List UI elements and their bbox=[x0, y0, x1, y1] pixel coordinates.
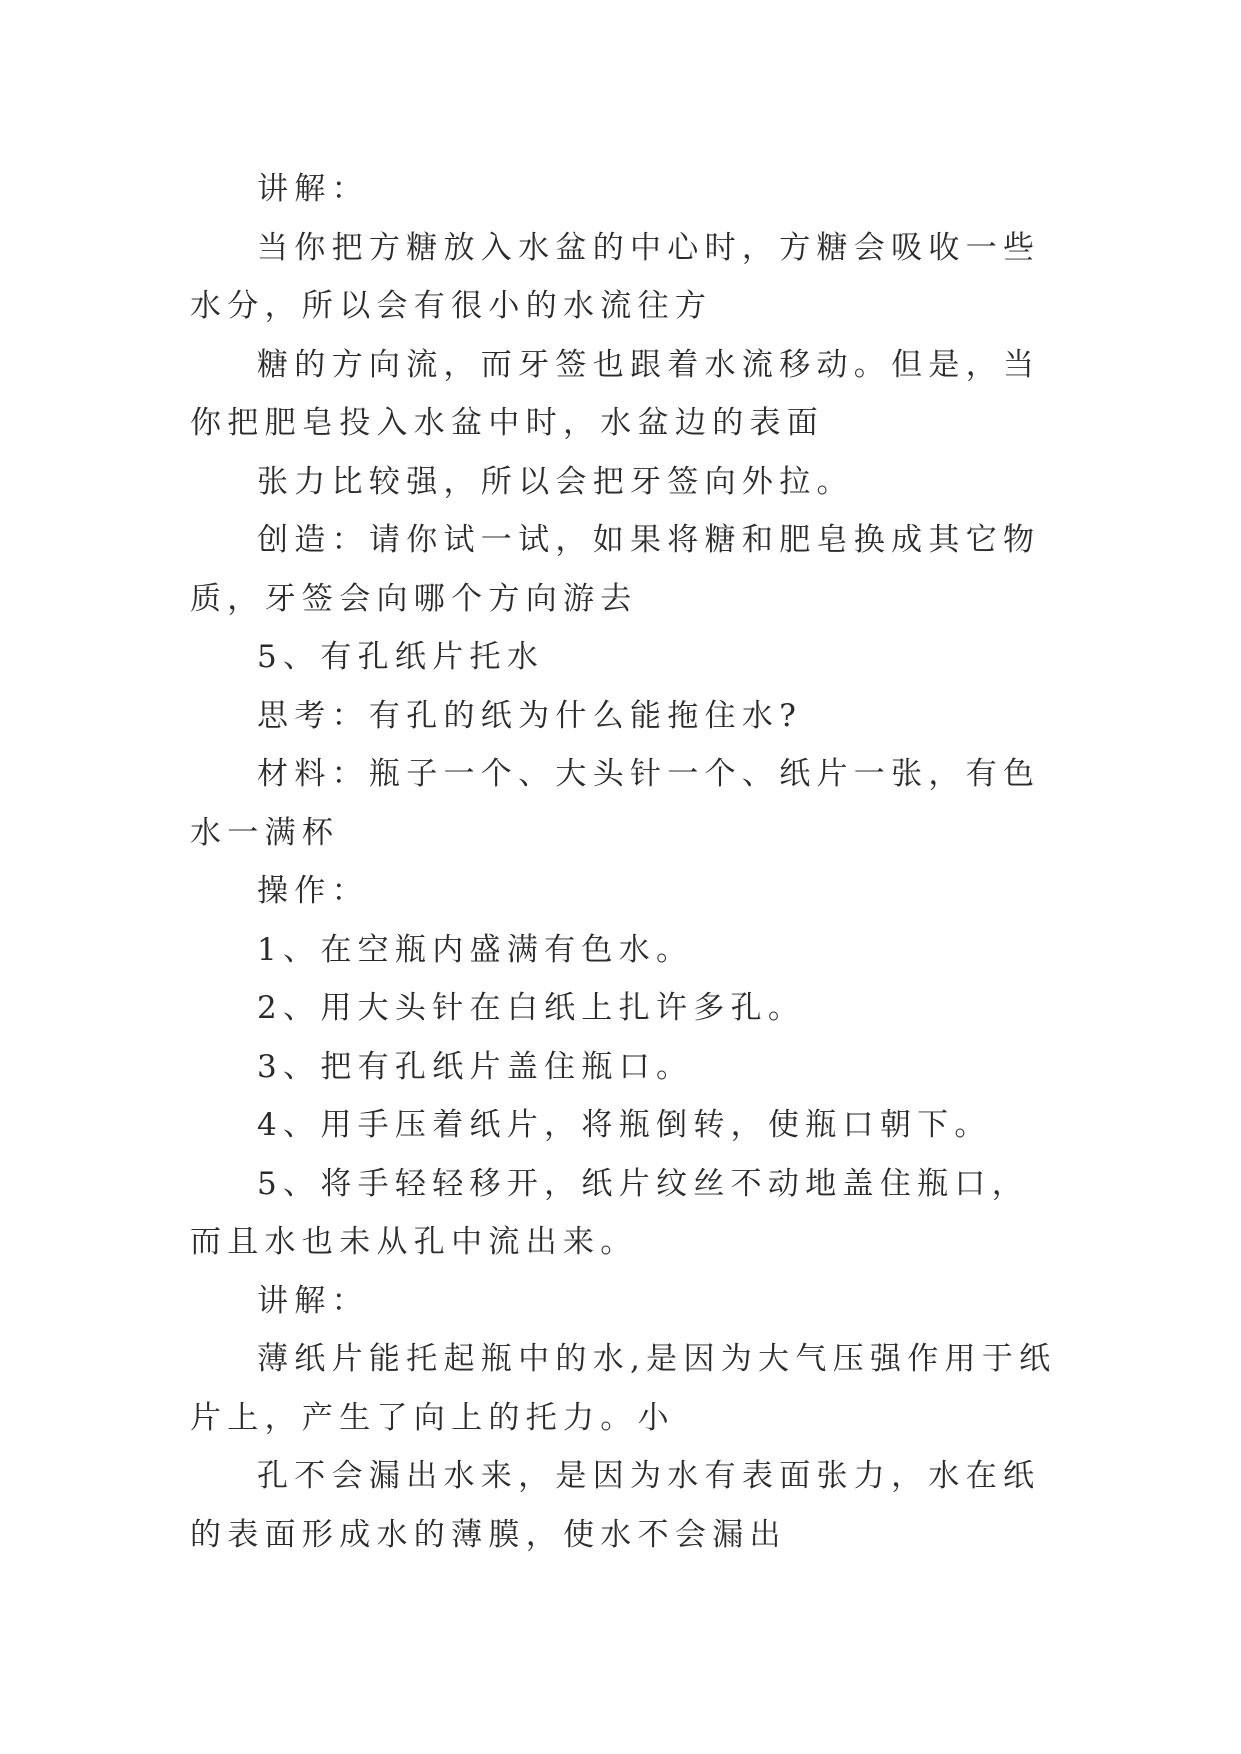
paragraph-explanation-heading-2: 讲解： bbox=[257, 1282, 369, 1319]
paragraph-step-1: 1、在空瓶内盛满有色水。 bbox=[257, 931, 694, 968]
paragraph-surface-tension-explanation: 孔不会漏出水来，是因为水有表面张力，水在纸的表面形成水的薄膜，使水不会漏出 bbox=[190, 1458, 1041, 1553]
paragraph-sugar-explanation: 当你把方糖放入水盆的中心时，方糖会吸收一些水分，所以会有很小的水流往方 bbox=[190, 229, 1041, 324]
paragraph-operation-heading: 操作： bbox=[257, 873, 369, 909]
paragraph-tension-explanation: 张力比较强，所以会把牙签向外拉。 bbox=[257, 463, 854, 500]
paragraph-explanation-heading-1: 讲解： bbox=[257, 171, 369, 207]
document-body bbox=[190, 160, 1060, 1564]
paragraph-soap-explanation: 糖的方向流，而牙签也跟着水流移动。但是，当你把肥皂投入水盆中时，水盆边的表面 bbox=[190, 346, 1041, 441]
paragraph-pressure-explanation: 薄纸片能托起瓶中的水,是因为大气压强作用于纸片上，产生了向上的托力。小 bbox=[190, 1341, 1057, 1436]
paragraph-experiment-title: 5、有孔纸片托水 bbox=[257, 639, 545, 675]
paragraph-materials: 材料：瓶子一个、大头针一个、纸片一张，有色水一满杯 bbox=[190, 756, 1041, 851]
paragraph-creation: 创造：请你试一试，如果将糖和肥皂换成其它物质，牙签会向哪个方向游去 bbox=[190, 522, 1041, 617]
paragraph-step-3: 3、把有孔纸片盖住瓶口。 bbox=[257, 1048, 694, 1085]
paragraph-step-4: 4、用手压着纸片，将瓶倒转，使瓶口朝下。 bbox=[257, 1107, 992, 1143]
paragraph-step-5: 5、将手轻轻移开，纸片纹丝不动地盖住瓶口，而且水也未从孔中流出来。 bbox=[190, 1165, 1030, 1260]
paragraph-step-2: 2、用大头针在白纸上扎许多孔。 bbox=[257, 990, 806, 1026]
paragraph-question: 思考：有孔的纸为什么能拖住水? bbox=[257, 697, 803, 734]
